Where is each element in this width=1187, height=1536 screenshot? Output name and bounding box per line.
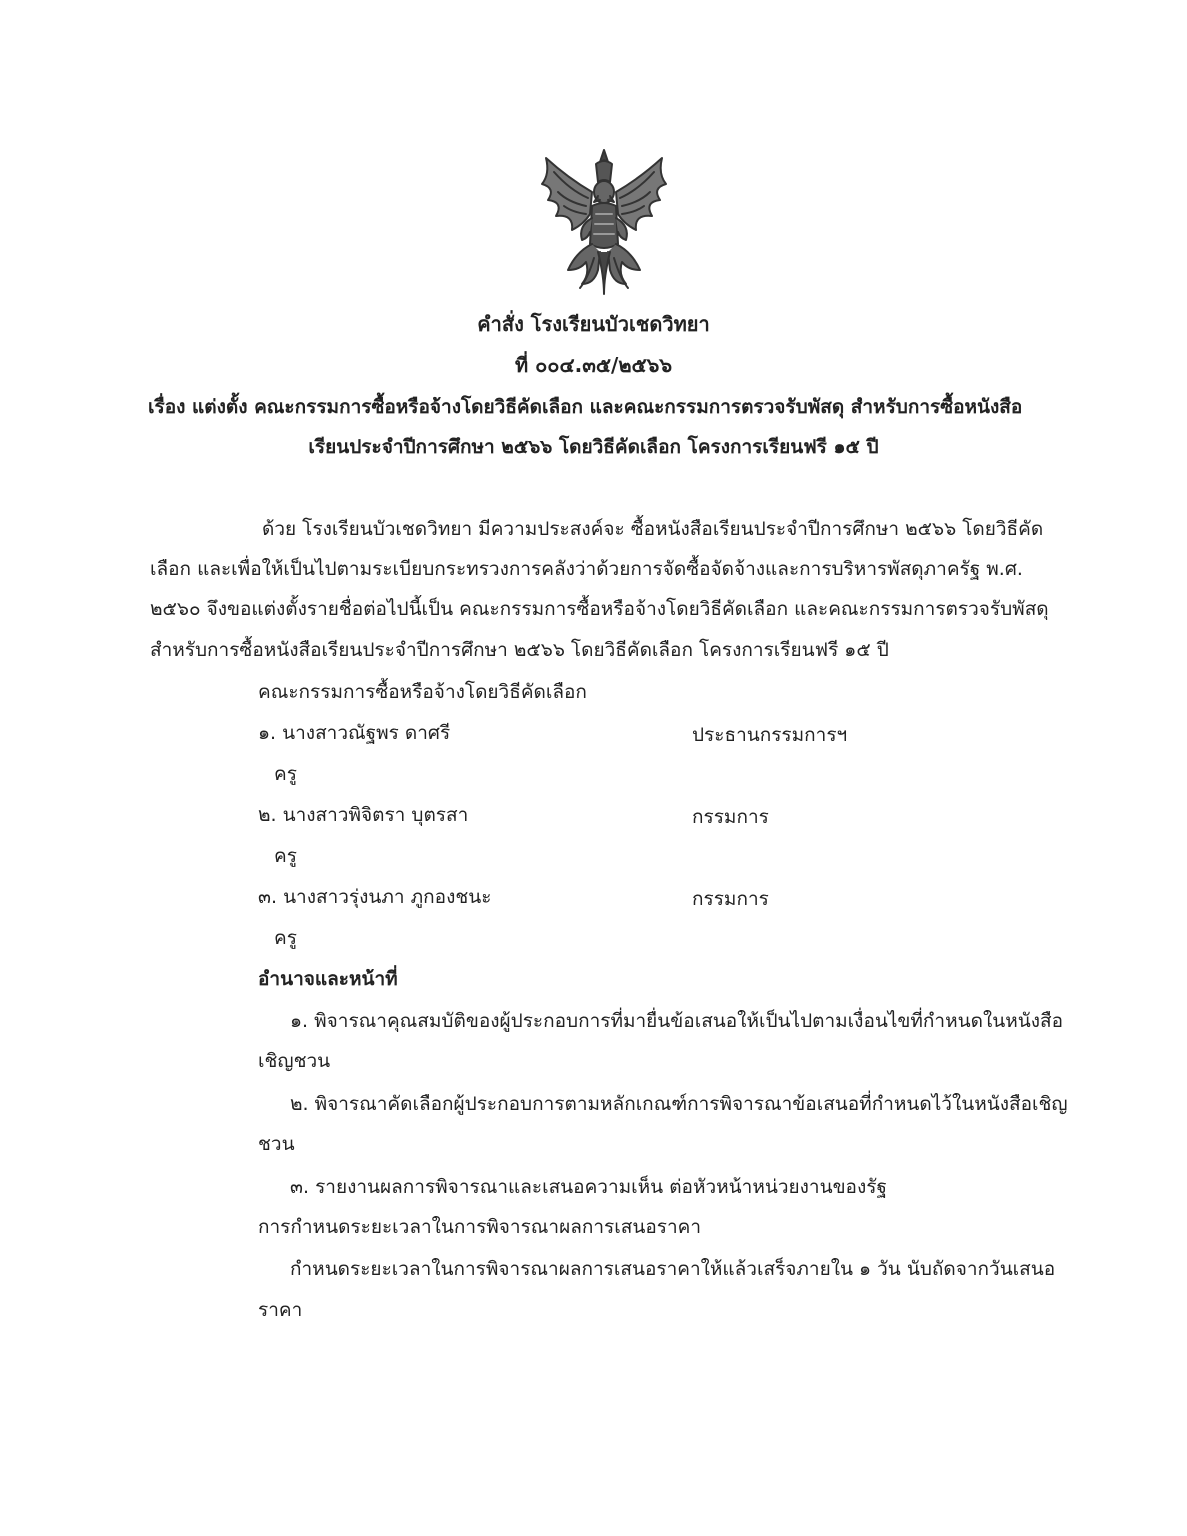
member-role-1: ประธานกรรมการฯ — [692, 724, 848, 746]
member-position-2: ครู — [274, 845, 297, 867]
order-title: คำสั่ง โรงเรียนบัวเชดวิทยา — [477, 312, 710, 336]
garuda-emblem-icon — [528, 148, 680, 300]
subject-line-1: เรื่อง แต่งตั้ง คณะกรรมการซื้อหรือจ้างโดยวิธีคัดเลือก และคณะกรรมการตรวจรับพัสดุ สำหรับการซื้อหนังสือ — [148, 396, 1023, 418]
intro-line-2: เลือก และเพื่อให้เป็นไปตามระเบียบกระทรวงการคลังว่าด้วยการจัดซื้อจัดจ้างและการบริหารพัสดุภาครัฐ พ.ศ. — [150, 558, 1023, 580]
duty-1-line-2: เชิญชวน — [258, 1050, 331, 1072]
order-number: ที่ ๐๐๔.๓๕/๒๕๖๖ — [514, 353, 673, 377]
member-name-3: ๓. นางสาวรุ่งนภา ภูกองชนะ — [258, 886, 492, 908]
timeframe-line-1: กำหนดระยะเวลาในการพิจารณาผลการเสนอราคาให้แล้วเสร็จภายใน ๑ วัน นับถัดจากวันเสนอ — [290, 1258, 1056, 1280]
intro-line-3: ๒๕๖๐ จึงขอแต่งตั้งรายชื่อต่อไปนี้เป็น คณะกรรมการซื้อหรือจ้างโดยวิธีคัดเลือก และคณะกรรมการตรวจรับพัสดุ — [150, 598, 1049, 620]
duty-1-line-1: ๑. พิจารณาคุณสมบัติของผู้ประกอบการที่มายื่นข้อเสนอให้เป็นไปตามเงื่อนไขที่กำหนดในหนังสือ — [290, 1010, 1064, 1032]
duty-2-line-2: ชวน — [258, 1133, 295, 1155]
duty-2-line-1: ๒. พิจารณาคัดเลือกผู้ประกอบการตามหลักเกณฑ์การพิจารณาข้อเสนอที่กำหนดไว้ในหนังสือเชิญ — [290, 1093, 1068, 1115]
member-name-1: ๑. นางสาวณัฐพร ดาศรี — [258, 722, 451, 744]
member-position-1: ครู — [274, 763, 297, 785]
timeframe-line-2: ราคา — [258, 1299, 303, 1321]
duty-3-line-1: ๓. รายงานผลการพิจารณาและเสนอความเห็น ต่อหัวหน้าหน่วยงานของรัฐ — [290, 1176, 887, 1198]
duties-heading: อำนาจและหน้าที่ — [258, 968, 398, 990]
member-role-3: กรรมการ — [692, 888, 769, 910]
subject-line-2: เรียนประจำปีการศึกษา ๒๕๖๖ โดยวิธีคัดเลือก โครงการเรียนฟรี ๑๕ ปี — [308, 436, 879, 458]
member-name-2: ๒. นางสาวพิจิตรา บุตรสา — [258, 804, 469, 826]
intro-line-4: สำหรับการซื้อหนังสือเรียนประจำปีการศึกษา ๒๕๖๖ โดยวิธีคัดเลือก โครงการเรียนฟรี ๑๕ ปี — [150, 639, 889, 661]
committee-heading: คณะกรรมการซื้อหรือจ้างโดยวิธีคัดเลือก — [258, 681, 587, 703]
member-role-2: กรรมการ — [692, 806, 769, 828]
timeframe-heading: การกำหนดระยะเวลาในการพิจารณาผลการเสนอราคา — [258, 1216, 701, 1238]
member-position-3: ครู — [274, 927, 297, 949]
intro-line-1: ด้วย โรงเรียนบัวเชดวิทยา มีความประสงค์จะ ซื้อหนังสือเรียนประจำปีการศึกษา ๒๕๖๖ โดยวิธีคัด — [262, 518, 1044, 540]
